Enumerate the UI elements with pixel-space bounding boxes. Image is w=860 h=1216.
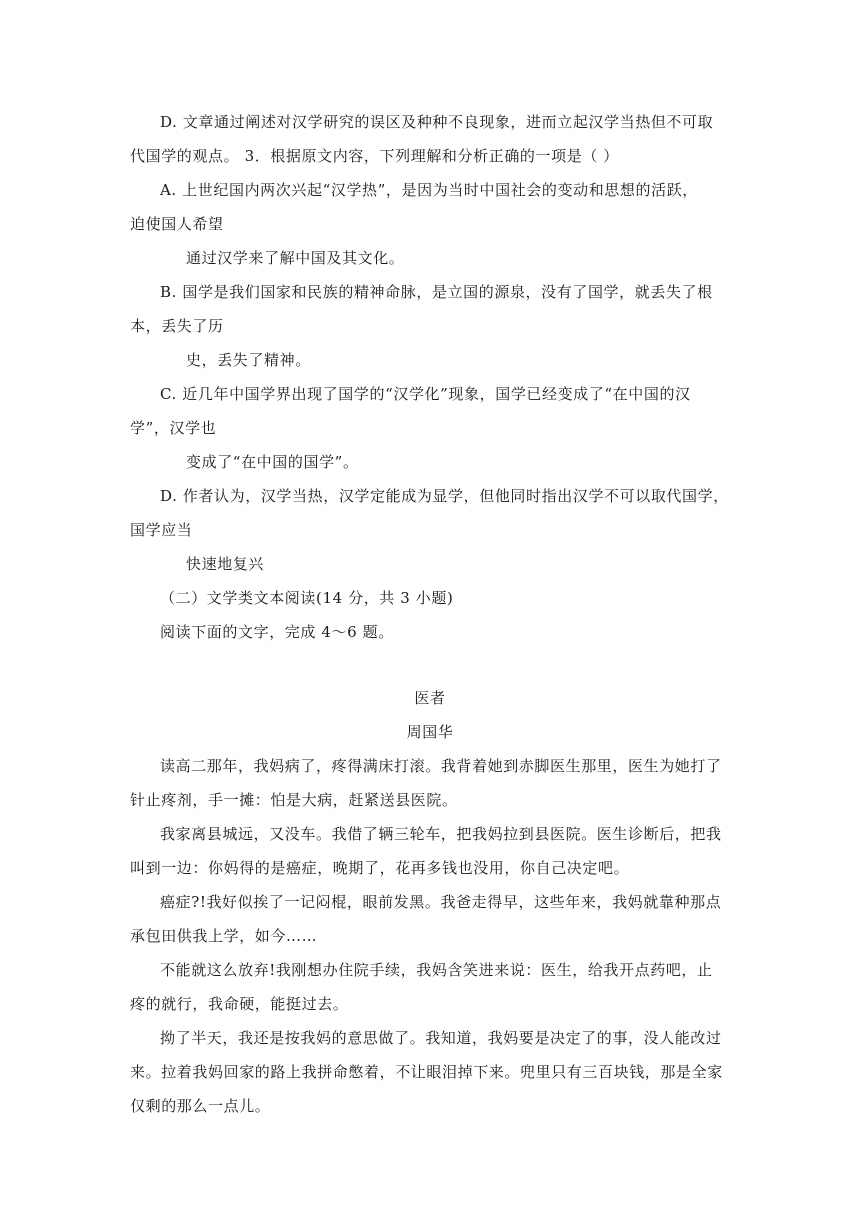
text-line: 仅剩的那么一点儿。 [130,1097,271,1115]
text-line: 来。拉着我妈回家的路上我拼命憋着，不让眼泪掉下来。兜里只有三百块钱，那是全家 [130,1063,723,1081]
text-line: 我家离县城远，又没车。我借了辆三轮车，把我妈拉到县医院。医生诊断后，把我 [160,825,722,843]
text-line: 癌症?!我好似挨了一记闷棍，眼前发黑。我爸走得早，这些年来，我妈就靠种那点 [160,893,722,911]
text-line: B. 国学是我们国家和民族的精神命脉，是立国的源泉，没有了国学，就丢失了根 [160,283,713,301]
text-line: 叫到一边：你妈得的是癌症，晚期了，花再多钱也没用，你自己决定吧。 [130,859,630,877]
text-line: 本，丢失了历 [130,317,224,335]
section-heading: （二）文学类文本阅读(14 分，共 3 小题) [160,589,454,607]
text-line: C. 近几年中国学界出现了国学的“汉学化”现象，国学已经变成了“在中国的汉 [160,385,691,403]
text-line: 变成了“在中国的国学”。 [186,453,359,471]
text-line: 拗了半天，我还是按我妈的意思做了。我知道，我妈要是决定了的事，没人能改过 [160,1029,722,1047]
text-line: 承包田供我上学，如今…… [130,927,318,945]
text-line: D. 文章通过阐述对汉学研究的误区及种种不良现象，进而立起汉学当热但不可取 [160,113,714,131]
story-author: 周国华 [406,723,454,741]
text-line: 学”，汉学也 [130,419,217,437]
text-line: 疼的就行，我命硬，能挺过去。 [130,995,349,1013]
instruction-text: 阅读下面的文字，完成 4～6 题。 [160,623,394,641]
text-line: 代国学的观点。 3．根据原文内容，下列理解和分析正确的一项是（ ） [130,147,619,165]
text-line: 不能就这么放弃!我刚想办住院手续，我妈含笑进来说：医生，给我开点药吧，止 [160,961,713,979]
text-line: D. 作者认为，汉学当热，汉学定能成为显学，但他同时指出汉学不可以取代国学， [160,487,729,505]
text-line: 史，丢失了精神。 [186,351,311,369]
text-line: 国学应当 [130,521,193,539]
text-line: 通过汉学来了解中国及其文化。 [186,249,405,267]
text-line: A. 上世纪国内两次兴起“汉学热”，是因为当时中国社会的变动和思想的活跃， [160,181,698,199]
text-line: 针止疼剂，手一摊：怕是大病，赶紧送县医院。 [130,791,458,809]
story-title: 医者 [414,689,446,707]
text-line: 迫使国人希望 [130,215,224,233]
text-line: 快速地复兴 [186,555,265,573]
text-line: 读高二那年，我妈病了，疼得满床打滚。我背着她到赤脚医生那里，医生为她打了 [160,757,722,775]
